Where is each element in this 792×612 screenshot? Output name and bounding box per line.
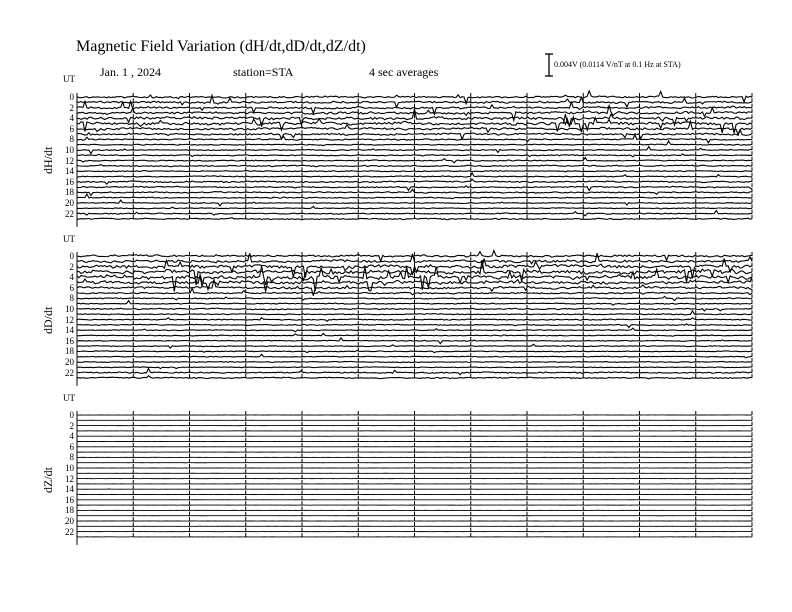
panel-dd [77, 250, 752, 385]
hour-label-dz-20: 20 [65, 516, 74, 526]
hour-label-dh-18: 18 [65, 187, 74, 198]
hour-label-dz-16: 16 [65, 494, 74, 505]
hour-label-dd-16: 16 [65, 335, 74, 346]
date-label: Jan. 1 , 2024 [100, 65, 161, 79]
panel-dz [77, 411, 752, 545]
scale-bar-label: 0.004V (0.0114 V/nT at 0.1 Hz at STA) [554, 60, 681, 69]
hour-label-dz-12: 12 [65, 473, 74, 484]
hour-label-dd-6: 6 [69, 282, 74, 293]
trace-dh-14 [77, 171, 752, 172]
hour-label-dd-0: 0 [69, 251, 74, 261]
trace-dh-23 [77, 218, 752, 220]
trace-dd-21 [77, 367, 752, 369]
panel-dd-ut-label: UT [63, 234, 75, 244]
panel-dd-ylabel: dD/dt [41, 306, 55, 334]
hour-label-dz-4: 4 [69, 431, 74, 442]
trace-dd-20 [77, 361, 752, 362]
hour-label-dh-6: 6 [69, 123, 74, 134]
panel-dz-ut-label: UT [63, 393, 75, 403]
hour-label-dd-20: 20 [65, 357, 74, 367]
hour-label-dz-6: 6 [69, 441, 74, 452]
hour-label-dd-10: 10 [65, 304, 74, 314]
hour-label-dz-10: 10 [65, 463, 74, 473]
panel-dz-ylabel: dZ/dt [41, 467, 55, 493]
station-label: station=STA [233, 65, 294, 79]
hour-label-dh-14: 14 [65, 166, 74, 177]
hour-label-dd-12: 12 [65, 314, 74, 325]
hour-label-dh-2: 2 [69, 102, 74, 113]
figure-title: Magnetic Field Variation (dH/dt,dD/dt,dZ/dt) [76, 38, 366, 55]
hour-label-dd-4: 4 [69, 272, 74, 283]
scale-bar [545, 54, 553, 76]
panel-dh-ylabel: dH/dt [41, 146, 55, 174]
hour-label-dh-20: 20 [65, 198, 74, 208]
hour-label-dz-0: 0 [69, 410, 74, 420]
hour-label-dz-18: 18 [65, 505, 74, 516]
hour-label-dh-16: 16 [65, 176, 74, 187]
panel-dh-ut-label: UT [63, 74, 75, 84]
hour-label-dd-22: 22 [65, 367, 74, 378]
hour-label-dh-0: 0 [69, 92, 74, 102]
hour-label-dh-4: 4 [69, 113, 74, 124]
averaging-label: 4 sec averages [369, 65, 439, 79]
hour-label-dd-14: 14 [65, 325, 74, 336]
panel-dh [77, 91, 752, 227]
hour-label-dh-8: 8 [69, 134, 74, 145]
hour-label-dh-10: 10 [65, 145, 74, 155]
hour-label-dh-22: 22 [65, 208, 74, 219]
hour-label-dz-22: 22 [65, 526, 74, 537]
hour-label-dz-14: 14 [65, 484, 74, 495]
trace-dh-11 [77, 154, 752, 157]
hour-label-dd-2: 2 [69, 261, 74, 272]
hour-label-dz-8: 8 [69, 452, 74, 463]
hour-label-dd-8: 8 [69, 293, 74, 304]
hour-label-dh-12: 12 [65, 155, 74, 166]
hour-label-dd-18: 18 [65, 346, 74, 357]
hour-label-dz-2: 2 [69, 420, 74, 431]
